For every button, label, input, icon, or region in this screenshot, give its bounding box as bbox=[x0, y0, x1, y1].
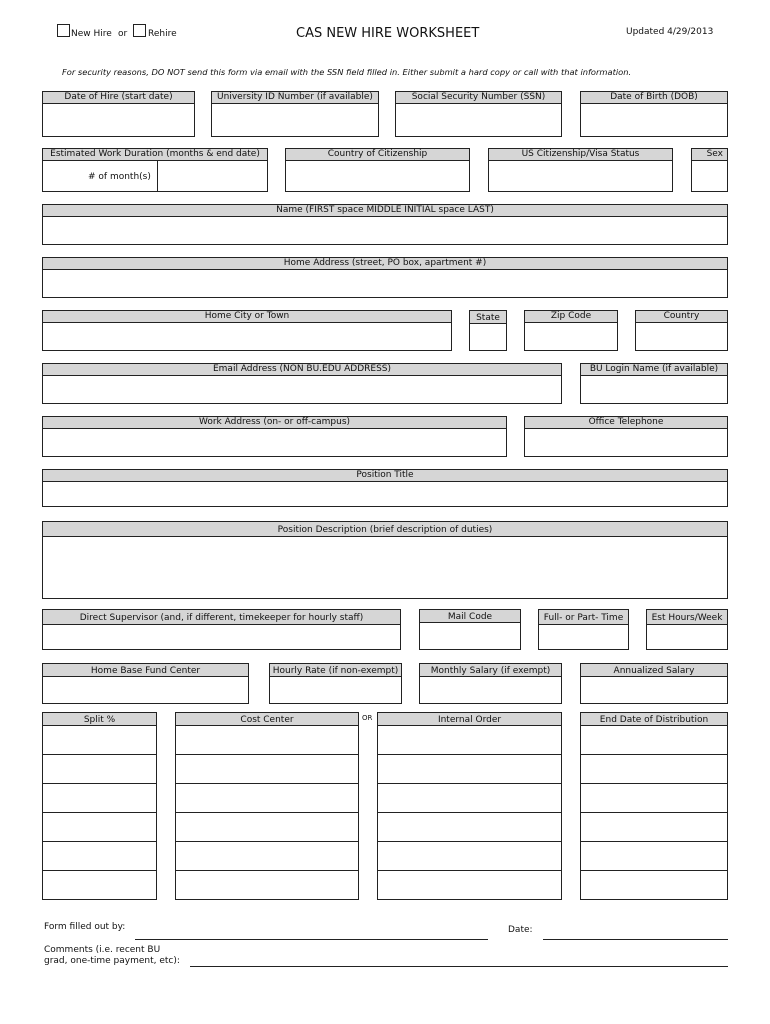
fund-center-label: Home Base Fund Center bbox=[42, 663, 249, 677]
state-label: State bbox=[469, 310, 507, 324]
split-cell[interactable] bbox=[42, 754, 157, 784]
work-duration-label: Estimated Work Duration (months & end date) bbox=[42, 148, 268, 161]
end-date-distribution-header: End Date of Distribution bbox=[580, 712, 728, 726]
page-title: CAS NEW HIRE WORKSHEET bbox=[296, 26, 480, 41]
new-hire-checkbox[interactable] bbox=[57, 24, 70, 37]
cost-center-cell[interactable] bbox=[175, 754, 359, 784]
zip-label: Zip Code bbox=[524, 310, 618, 323]
end-date-cell[interactable] bbox=[580, 870, 728, 900]
months-label: # of month(s) bbox=[88, 172, 151, 182]
rehire-label: Rehire bbox=[148, 29, 177, 39]
date-line[interactable] bbox=[543, 939, 728, 940]
position-description-label: Position Description (brief description of duties) bbox=[42, 521, 728, 537]
filled-by-line[interactable] bbox=[135, 939, 488, 940]
security-notice: For security reasons, DO NOT send this form via email with the SSN field filled in. Either submit a hard copy or call with that information. bbox=[62, 67, 632, 77]
country-label: Country bbox=[635, 310, 728, 323]
cost-center-cell[interactable] bbox=[175, 812, 359, 842]
internal-order-cell[interactable] bbox=[377, 812, 562, 842]
mail-code-label: Mail Code bbox=[419, 609, 521, 623]
annualized-salary-label: Annualized Salary bbox=[580, 663, 728, 677]
internal-order-cell[interactable] bbox=[377, 725, 562, 755]
est-hours-label: Est Hours/Week bbox=[646, 609, 728, 625]
rehire-checkbox[interactable] bbox=[133, 24, 146, 37]
sex-label: Sex bbox=[691, 148, 728, 161]
end-date-cell[interactable] bbox=[580, 812, 728, 842]
split-cell[interactable] bbox=[42, 870, 157, 900]
end-date-cell[interactable] bbox=[580, 725, 728, 755]
home-city-label: Home City or Town bbox=[42, 310, 452, 323]
comments-label-line1: Comments (i.e. recent BU bbox=[44, 945, 161, 955]
comments-label-line2: grad, one-time payment, etc): bbox=[44, 956, 180, 966]
monthly-salary-label: Monthly Salary (if exempt) bbox=[419, 663, 562, 677]
name-label: Name (FIRST space MIDDLE INITIAL space LAST) bbox=[42, 204, 728, 217]
cost-center-cell[interactable] bbox=[175, 725, 359, 755]
hourly-rate-label: Hourly Rate (if non-exempt) bbox=[269, 663, 402, 677]
duration-divider bbox=[157, 160, 158, 192]
end-date-cell[interactable] bbox=[580, 754, 728, 784]
date-label: Date: bbox=[508, 925, 533, 935]
new-hire-label: New Hire bbox=[71, 29, 112, 39]
internal-order-cell[interactable] bbox=[377, 870, 562, 900]
end-date-cell[interactable] bbox=[580, 783, 728, 813]
internal-order-cell[interactable] bbox=[377, 841, 562, 871]
internal-order-cell[interactable] bbox=[377, 754, 562, 784]
cost-center-header: Cost Center bbox=[175, 712, 359, 726]
or-label: or bbox=[118, 29, 128, 39]
home-address-label: Home Address (street, PO box, apartment #) bbox=[42, 257, 728, 270]
comments-line[interactable] bbox=[190, 966, 728, 967]
split-cell[interactable] bbox=[42, 725, 157, 755]
dob-label: Date of Birth (DOB) bbox=[580, 91, 728, 104]
split-header: Split % bbox=[42, 712, 157, 726]
citizenship-label: Country of Citizenship bbox=[285, 148, 470, 161]
ssn-label: Social Security Number (SSN) bbox=[395, 91, 562, 104]
email-label: Email Address (NON BU.EDU ADDRESS) bbox=[42, 363, 562, 376]
full-part-time-label: Full- or Part- Time bbox=[538, 609, 629, 625]
date-of-hire-label: Date of Hire (start date) bbox=[42, 91, 195, 104]
filled-by-label: Form filled out by: bbox=[44, 922, 126, 932]
bu-login-label: BU Login Name (if available) bbox=[580, 363, 728, 376]
end-date-cell[interactable] bbox=[580, 841, 728, 871]
internal-order-header: Internal Order bbox=[377, 712, 562, 726]
office-phone-label: Office Telephone bbox=[524, 416, 728, 429]
supervisor-label: Direct Supervisor (and, if different, timekeeper for hourly staff) bbox=[42, 609, 401, 625]
split-cell[interactable] bbox=[42, 783, 157, 813]
cost-center-cell[interactable] bbox=[175, 870, 359, 900]
internal-order-cell[interactable] bbox=[377, 783, 562, 813]
or-separator: OR bbox=[362, 714, 373, 722]
university-id-label: University ID Number (if available) bbox=[211, 91, 379, 104]
cost-center-cell[interactable] bbox=[175, 783, 359, 813]
split-cell[interactable] bbox=[42, 812, 157, 842]
position-title-label: Position Title bbox=[42, 469, 728, 482]
visa-status-label: US Citizenship/Visa Status bbox=[488, 148, 673, 161]
work-address-label: Work Address (on- or off-campus) bbox=[42, 416, 507, 429]
updated-date: Updated 4/29/2013 bbox=[626, 27, 714, 37]
cost-center-cell[interactable] bbox=[175, 841, 359, 871]
split-cell[interactable] bbox=[42, 841, 157, 871]
